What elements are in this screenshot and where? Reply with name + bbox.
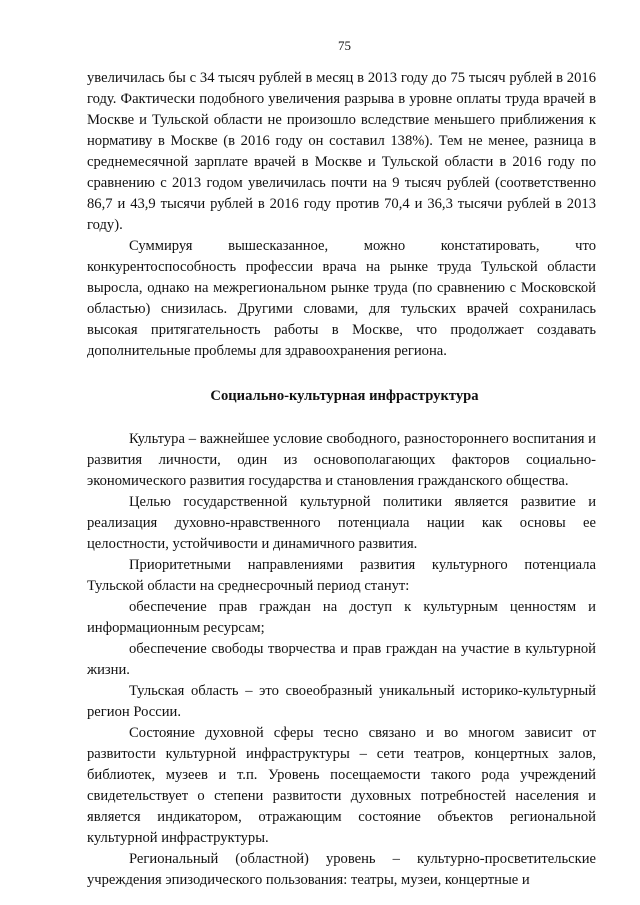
- page-number: 75: [338, 38, 351, 53]
- paragraph-priorities: Приоритетными направлениями развития культурного потенциала Тульской области на среднесрочный период станут:: [87, 557, 596, 594]
- paragraph-summary: Суммируя вышесказанное, можно констатировать, что конкурентоспособность профессии врача на рынке труда Тульской области выросла, однако на межрегиональном рынке труда (по сравнению с Московской областью) снизилась. Другими словами, для тульских врачей сохранилась высокая притягательность работы в Москве, что продолжает создавать дополнительные проблемы для здравоохранения региона.: [87, 238, 596, 359]
- paragraph-culture-definition: Культура – важнейшее условие свободного, разностороннего воспитания и развития личности, один из основополагающих факторов социально-экономического развития государства и становления гражданского общества.: [87, 431, 596, 489]
- paragraph-continued: увеличилась бы с 34 тысяч рублей в месяц в 2013 году до 75 тысяч рублей в 2016 году. Фактически подобного увеличения разрыва в уровне оплаты труда врачей в Москве и Тульской области не произошло вследствие меньшего приближения к нормативу в Москве (в 2016 году он составил 138%). Тем не менее, разница в среднемесячной зарплате врачей в Москве и Тульской области в 2016 году по сравнению с 2013 годом увеличилась почти на 9 тысяч рублей (соответственно 86,7 и 43,9 тысячи рублей в 2016 году против 70,4 и 36,3 тысячи рублей в 2013 году).: [87, 70, 596, 233]
- section-body: [87, 429, 596, 891]
- paragraph-tula-region: Тульская область – это своеобразный уникальный историко-культурный регион России.: [87, 683, 596, 720]
- section-heading: Социально-культурная инфраструктура: [210, 388, 479, 404]
- paragraph-regional-level: Региональный (областной) уровень – культурно-просветительские учреждения эпизодического пользования: театры, музеи, концертные и: [87, 851, 596, 888]
- paragraph-priority-access: обеспечение прав граждан на доступ к культурным ценностям и информационным ресурсам;: [87, 599, 596, 636]
- paragraph-policy-goal: Целью государственной культурной политики является развитие и реализация духовно-нравственного потенциала нации как основы ее целостности, устойчивости и динамичного развития.: [87, 494, 596, 552]
- paragraph-spiritual-sphere: Состояние духовной сферы тесно связано и во многом зависит от развитости культурной инфраструктуры – сети театров, концертных залов, библиотек, музеев и т.п. Уровень посещаемости такого рода учреждений свидетельствует о степени развитости духовных потребностей населения и является индикатором, отражающим состояние объектов региональной культурной инфраструктуры.: [87, 725, 596, 846]
- paragraph-priority-freedom: обеспечение свободы творчества и прав граждан на участие в культурной жизни.: [87, 641, 596, 678]
